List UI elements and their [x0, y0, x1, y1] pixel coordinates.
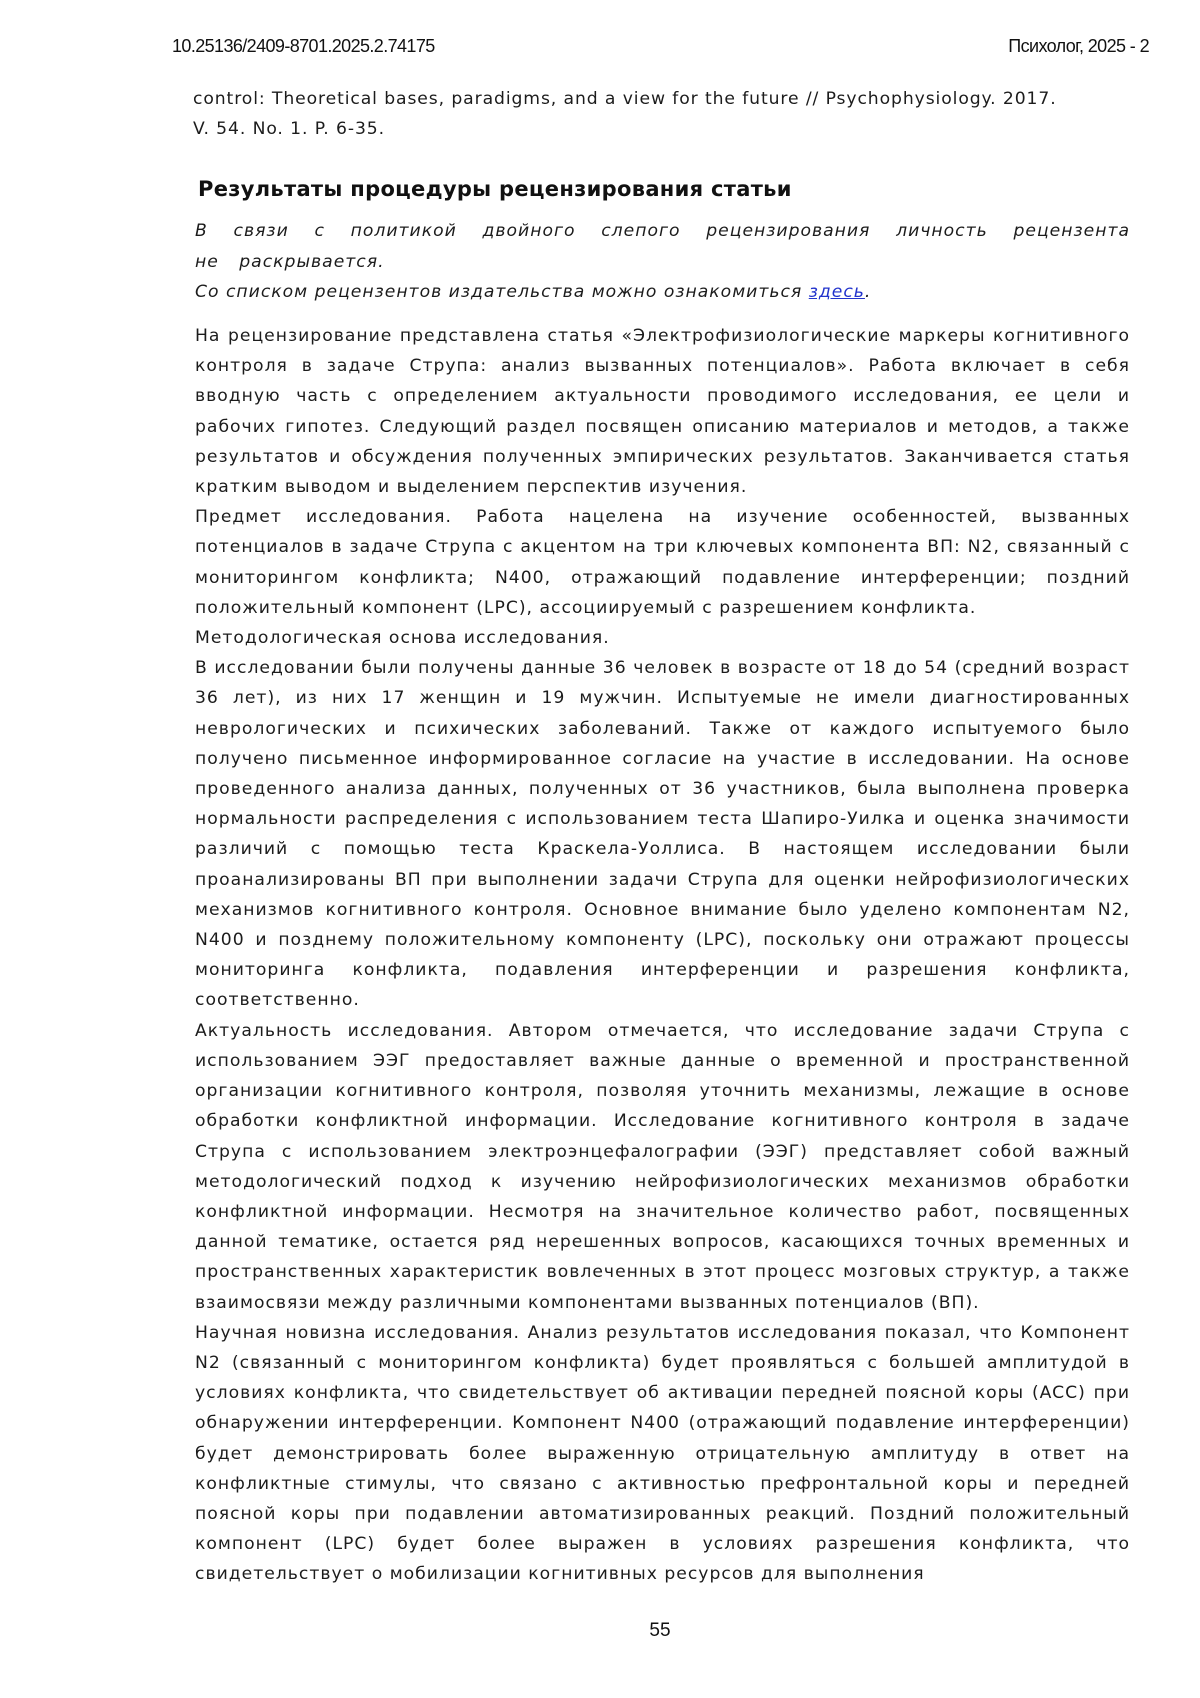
page-number: 55: [649, 1620, 671, 1641]
reference-tail: [193, 84, 1130, 144]
review-paragraph: Научная новизна исследования. Анализ результатов исследования показал, что Компонент N2 (связанный с мониторингом конфликта) будет проявляться с большей амплитудой в условиях конфликта, что свидетельствует об активации передней поясной коры (ACC) при обнаружении интерференции. Компонент N400 (отражающий подавление интерференции) будет демонстрировать более выраженную отрицательную амплитуду в ответ на конфликтные стимулы, что связано с активностью префронтальной коры и передней поясной коры при подавлении автоматизированных реакций. Поздний положительный компонент (LPC) будет более выражен в условиях разрешения конфликта, что свидетельствует о мобилизации когнитивных ресурсов для выполнения: [195, 1322, 1130, 1585]
review-body: [195, 321, 1130, 1590]
review-paragraph: Актуальность исследования. Автором отмечается, что исследование задачи Струпа с использованием ЭЭГ предоставляет важные данные о временной и пространственной организации когнитивного контроля, позволяя уточнить механизмы, лежащие в основе обработки конфликтной информации. Исследование когнитивного контроля в задаче Струпа с использованием электроэнцефалографии (ЭЭГ) представляет собой важный методологический подход к изучению нейрофизиологических механизмов обработки конфликтной информации. Несмотря на значительное количество работ, посвященных данной тематике, остается ряд нерешенных вопросов, касающихся точных временных и пространственных характеристик вовлеченных в этот процесс мозговых структур, а также взаимосвязи между различными компонентами вызванных потенциалов (ВП).: [195, 1020, 1130, 1313]
note-suffix: .: [864, 281, 872, 302]
note-prefix: Со списком рецензентов издательства можно ознакомиться: [195, 281, 809, 302]
note-line: В связи с политикой двойного слепого рецензирования личность рецензента не раскрывается.: [195, 221, 1130, 272]
review-paragraph: На рецензирование представлена статья «Электрофизиологические маркеры когнитивного контроля в задаче Струпа: анализ вызванных потенциалов». Работа включает в себя вводную часть с определением актуальности проводимого исследования, ее цели и рабочих гипотез. Следующий раздел посвящен описанию материалов и методов, а также результатов и обсуждения полученных эмпирических результатов. Заканчивается статья кратким выводом и выделением перспектив изучения.: [195, 326, 1130, 498]
reviewers-link[interactable]: здесь: [808, 281, 865, 302]
reference-line: V. 54. No. 1. P. 6-35.: [193, 119, 386, 140]
page-content: [195, 84, 1130, 1590]
doi-header: 10.25136/2409-8701.2025.2.74175: [172, 36, 435, 56]
section-title: Результаты процедуры рецензирования статьи: [198, 177, 792, 202]
note-line: [195, 277, 1130, 307]
review-note: [195, 216, 1130, 307]
review-paragraph: Методологическая основа исследования.: [195, 628, 610, 649]
review-paragraph: Предмет исследования. Работа нацелена на изучение особенностей, вызванных потенциалов в задаче Струпа с акцентом на три ключевых компонента ВП: N2, связанный с мониторингом конфликта; N400, отражающий подавление интерференции; поздний положительный компонент (LPC), ассоциируемый с разрешением конфликта.: [195, 507, 1130, 618]
reference-line: control: Theoretical bases, paradigms, and a view for the future // Psychophysiology. 2017.: [193, 89, 1057, 109]
journal-header: Психолог, 2025 - 2: [1008, 36, 1149, 56]
review-paragraph: В исследовании были получены данные 36 человек в возрасте от 18 до 54 (средний возраст 36 лет), из них 17 женщин и 19 мужчин. Испытуемые не имели диагностированных неврологических и психических заболеваний. Также от каждого испытуемого было получено письменное информированное согласие на участие в исследовании. На основе проведенного анализа данных, полученных от 36 участников, была выполнена проверка нормальности распределения с использованием теста Шапиро-Уилка и оценка значимости различий с помощью теста Краскела-Уоллиса. В настоящем исследовании были проанализированы ВП при выполнении задачи Струпа для оценки нейрофизиологических механизмов когнитивного контроля. Основное внимание было уделено компонентам N2, N400 и позднему положительному компоненту (LPC), поскольку они отражают процессы мониторинга конфликта, подавления интерференции и разрешения конфликта, соответственно.: [195, 658, 1130, 1011]
